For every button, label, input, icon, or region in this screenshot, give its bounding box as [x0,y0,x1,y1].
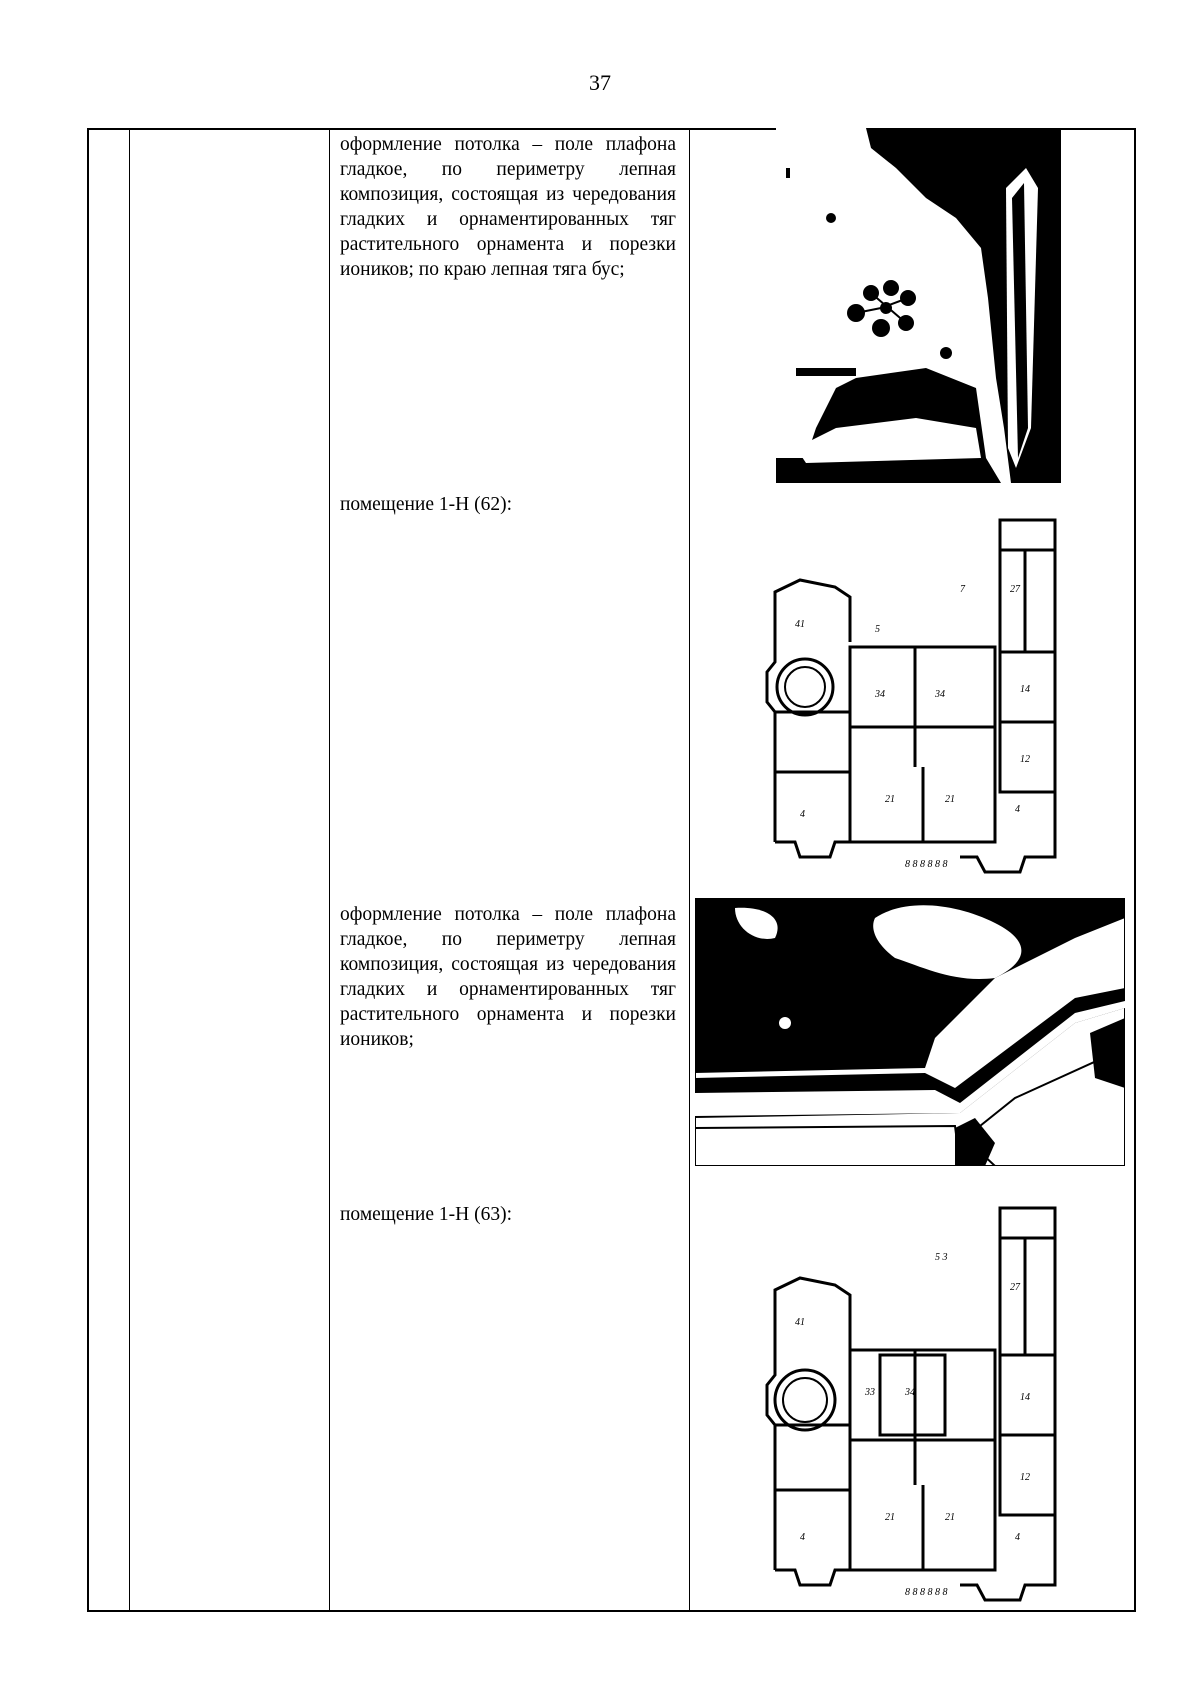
svg-text:12: 12 [1020,1472,1030,1483]
svg-text:21: 21 [885,794,895,805]
svg-text:41: 41 [795,619,805,630]
svg-text:8 8 8 8 8 8: 8 8 8 8 8 8 [905,1587,948,1598]
svg-text:33: 33 [865,1387,875,1398]
svg-text:5 3: 5 3 [935,1252,948,1263]
page-number: 37 [589,70,611,95]
column-divider-3 [689,130,690,1610]
svg-text:4: 4 [1015,804,1020,815]
svg-text:21: 21 [885,1512,895,1523]
svg-text:21: 21 [945,794,955,805]
ceiling-photo-2 [695,898,1125,1166]
ceiling-description-1: оформление потолка – поле плафона гладкое, по периметру лепная композиция, состоящая из чередования гладких и орнаментированных тяг растительного орнамента и порезки иоников; по краю лепная тяга бус; [340,134,676,280]
floor-plan-62 [755,512,1080,874]
svg-text:4: 4 [1015,1532,1020,1543]
svg-text:14: 14 [1020,1392,1030,1403]
ceiling-description-2: оформление потолка – поле плафона гладкое, по периметру лепная композиция, состоящая из чередования гладких и орнаментированных тяг растительного орнамента и порезки иоников; [340,904,676,1050]
svg-text:34: 34 [935,689,945,700]
room-label-62: помещение 1-Н (62): [340,494,512,515]
svg-text:34: 34 [905,1387,915,1398]
svg-text:5: 5 [875,624,880,635]
room-label-63: помещение 1-Н (63): [340,1204,512,1225]
svg-text:21: 21 [945,1512,955,1523]
ceiling-photo-1 [776,128,1061,483]
column-divider-1 [129,130,130,1610]
svg-text:34: 34 [875,689,885,700]
svg-text:7: 7 [960,584,965,595]
svg-text:14: 14 [1020,684,1030,695]
column-divider-2 [329,130,330,1610]
svg-text:4: 4 [800,1532,805,1543]
svg-text:41: 41 [795,1317,805,1328]
svg-text:27: 27 [1010,584,1020,595]
svg-text:12: 12 [1020,754,1030,765]
floor-plan-63 [755,1200,1080,1608]
svg-text:8 8 8 8 8 8: 8 8 8 8 8 8 [905,859,948,870]
svg-text:4: 4 [800,809,805,820]
svg-text:27: 27 [1010,1282,1020,1293]
